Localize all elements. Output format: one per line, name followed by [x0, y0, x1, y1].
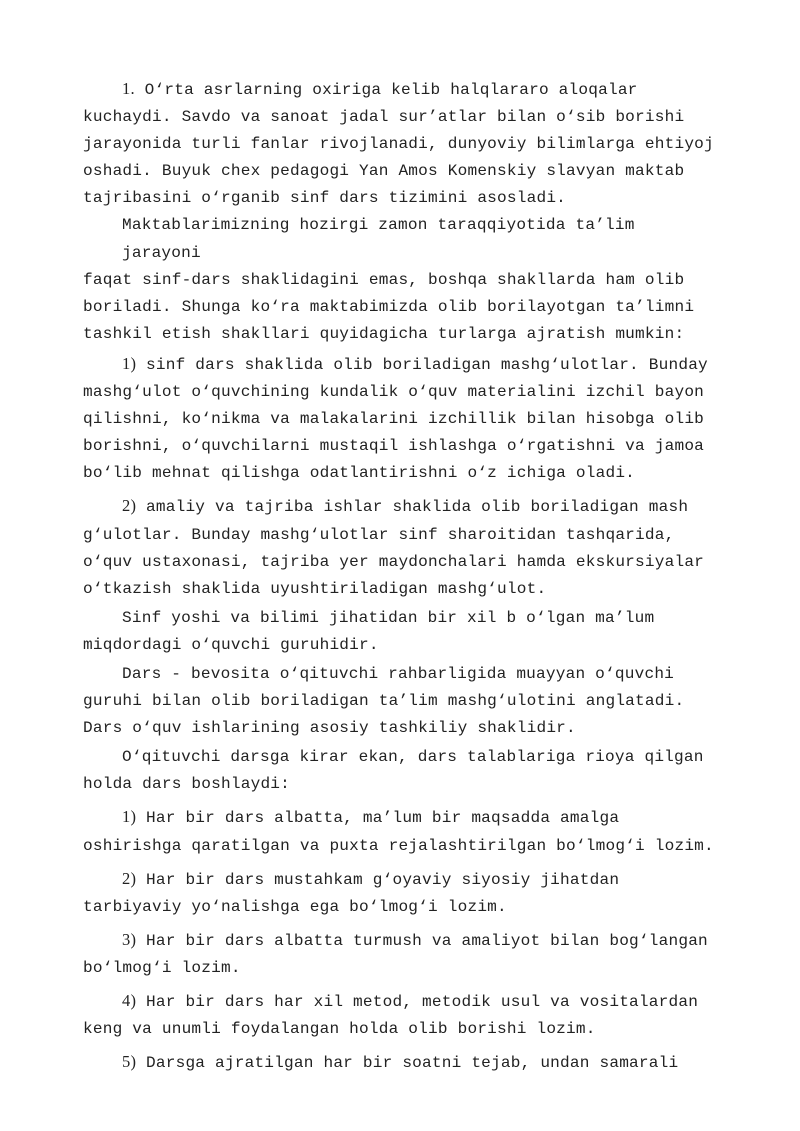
paragraph-line: mashg‘ulot o‘quvchining kundalik o‘quv materialini izchil bayon: [83, 383, 705, 402]
paragraph-line: bo‘lib mehnat qilishga odatlantirishni o‘z ichiga oladi.: [83, 464, 636, 483]
paragraph-line: 4) Har bir dars har xil metod, metodik usul va vositalardan: [122, 991, 699, 1011]
paragraph-lesson-definition: [83, 661, 723, 742]
paragraph-line: 1) Har bir dars albatta, ma’lum bir maqsadda amalga: [122, 807, 620, 828]
paragraph-line: qilishni, ko‘nikma va malakalarini izchillik bilan hisobga olib: [83, 410, 705, 429]
paragraph-line: kuchaydi. Savdo va sanoat jadal sur’atlar bilan o‘sib borishi: [83, 108, 685, 127]
list-number: 4): [122, 991, 137, 1010]
paragraph-line: tajribasini o‘rganib sinf dars tizimini asosladi.: [83, 189, 567, 208]
paragraph-line: keng va unumli foydalangan holda olib borishi lozim.: [83, 1020, 596, 1039]
paragraph-line: o‘tkazish shaklida uyushtiriladigan mashg‘ulot.: [83, 579, 547, 598]
paragraph-line: g‘ulotlar. Bunday mashg‘ulotlar sinf sharoitidan tashqarida,: [83, 525, 675, 544]
paragraph-line: 5) Darsga ajratilgan har bir soatni tejab, undan samarali: [122, 1052, 679, 1073]
paragraph-line: 2) amaliy va tajriba ishlar shaklida olib boriladigan mash: [122, 496, 689, 517]
paragraph-line: bo‘lmog‘i lozim.: [83, 958, 241, 977]
paragraph-line: tashkil etish shakllari quyidagicha turlarga ajratish mumkin:: [83, 324, 685, 343]
paragraph-line: holda dars boshlaydi:: [83, 775, 291, 794]
paragraph-class-definition: [83, 605, 723, 659]
list-item-class-lessons: [83, 350, 723, 487]
document-body: [83, 75, 723, 1077]
paragraph-line: Dars o‘quv ishlarining asosiy tashkiliy shaklidir.: [83, 719, 576, 738]
paragraph-line: oshirishga qaratilgan va puxta rejalashtirilgan bo‘lmog‘i lozim.: [83, 836, 714, 855]
list-number: 2): [122, 868, 137, 888]
paragraph-line: guruhi bilan olib boriladigan ta’lim mashg‘ulotini anglatadi.: [83, 692, 685, 711]
list-item-requirement-4: [83, 987, 723, 1043]
paragraph-line: jarayonida turli fanlar rivojlanadi, dunyoviy bilimlarga ehtiyoj: [83, 135, 714, 154]
list-number: 3): [122, 929, 137, 949]
paragraph-line: miqdordagi o‘quvchi guruhidir.: [83, 635, 379, 654]
paragraph-line: faqat sinf-dars shaklidagini emas, boshqa shakllarda ham olib: [83, 270, 685, 289]
list-item-requirement-3: [83, 926, 723, 982]
list-number: 1): [122, 807, 137, 827]
paragraph-line: Dars - bevosita o‘qituvchi rahbarligida muayyan o‘quvchi: [122, 664, 675, 683]
paragraph-line: 2) Har bir dars mustahkam g‘oyaviy siyosiy jihatdan: [122, 868, 620, 889]
paragraph-line: oshadi. Buyuk chex pedagogi Yan Amos Komenskiy slavyan maktab: [83, 162, 685, 181]
paragraph-line: borishni, o‘quvchilarni mustaqil ishlashga o‘rgatishni va jamoa: [83, 437, 705, 456]
list-item-requirement-2: [83, 865, 723, 921]
list-item-requirement-1: [83, 803, 723, 859]
list-item-requirement-5: [83, 1048, 723, 1077]
paragraph-line: o‘quv ustaxonasi, tajriba yer maydonchalari hamda ekskursiyalar: [83, 552, 705, 571]
list-number: 1): [122, 353, 137, 373]
list-item-practical-lessons: [83, 492, 723, 602]
paragraph-line: 3) Har bir dars albatta turmush va amaliyot bilan bog‘langan: [122, 929, 708, 950]
paragraph-line: 1. O‘rta asrlarning oxiriga kelib halqlararo aloqalar: [122, 79, 638, 99]
paragraph-line: tarbiyaviy yo‘nalishga ega bo‘lmog‘i lozim.: [83, 897, 507, 916]
paragraph-line: Sinf yoshi va bilimi jihatidan bir xil b o‘lgan ma’lum: [122, 608, 655, 627]
paragraph-line: Maktablarimizning hozirgi zamon taraqqiyotida ta’lim jarayoni: [122, 216, 635, 262]
paragraph-history-intro: [83, 75, 723, 212]
paragraph-forms-intro: [83, 212, 723, 347]
paragraph-teacher-starts: [83, 744, 723, 798]
paragraph-line: boriladi. Shunga ko‘ra maktabimizda olib borilayotgan ta’limni: [83, 297, 695, 316]
list-number: 2): [122, 496, 137, 516]
list-number: 5): [122, 1052, 137, 1072]
paragraph-line: O‘qituvchi darsga kirar ekan, dars talablariga rioya qilgan: [122, 748, 704, 767]
paragraph-number: 1.: [122, 79, 135, 98]
paragraph-line: 1) sinf dars shaklida olib boriladigan mashg‘ulotlar. Bunday: [122, 353, 708, 374]
